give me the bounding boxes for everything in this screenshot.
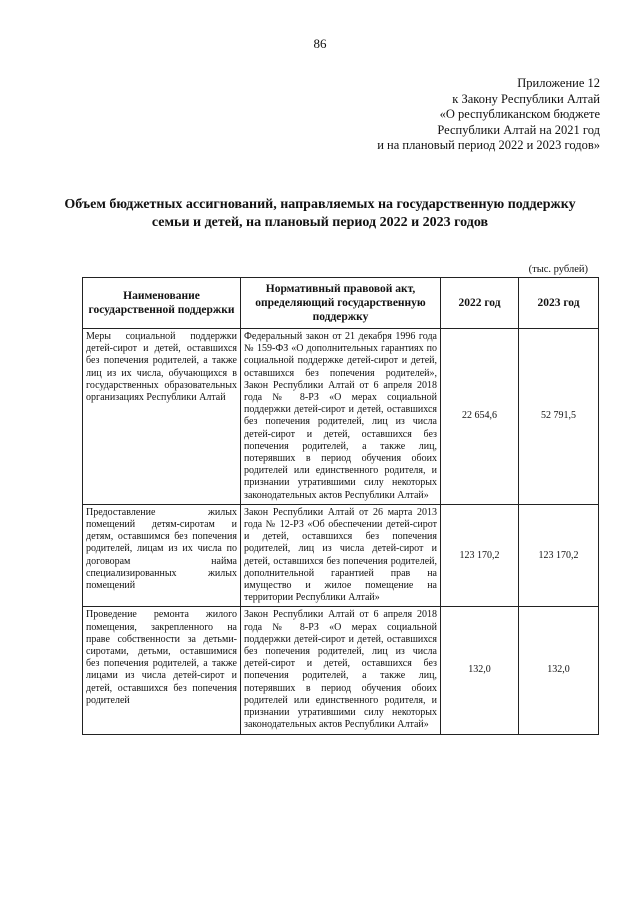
header-legal-act: Нормативный правовой акт, определяющий государственную поддержку	[241, 278, 441, 329]
appendix-header	[377, 76, 600, 154]
table-header-row	[83, 278, 599, 329]
units-label: (тыс. рублей)	[528, 264, 588, 275]
table-row	[83, 607, 599, 734]
appendix-line: «О республиканском бюджете	[439, 107, 600, 121]
support-name-cell: Меры социальной поддержки детей-сирот и детей, оставшихся без попечения родителей, а также лиц из их числа, обучающихся в государственных образовательных организациях Республики Алтай	[83, 329, 241, 505]
amount-2023-cell: 132,0	[519, 607, 599, 734]
appendix-line: к Закону Республики Алтай	[452, 91, 600, 106]
appendix-line: и на плановый период 2022 и 2023 годов»	[377, 138, 600, 152]
amount-2022-cell: 123 170,2	[441, 504, 519, 607]
amount-2022-cell: 132,0	[441, 607, 519, 734]
page-number: 86	[313, 36, 327, 51]
header-support-name: Наименование государственной поддержки	[83, 278, 241, 329]
header-2023: 2023 год	[519, 278, 599, 329]
table-row	[83, 329, 599, 505]
budget-table	[82, 277, 599, 735]
amount-2023-cell: 123 170,2	[519, 504, 599, 607]
support-name-cell: Проведение ремонта жилого помещения, закрепленного на праве собственности за детьми-сиротами, детьми, оставшимися без попечения родителей, а также лицами из числа детей-сирот и детей, оставшихся без попечения родителей	[83, 607, 241, 734]
document-title: Объем бюджетных ассигнований, направляемых на государственную поддержку семьи и детей, на плановый период 2022 и 2023 годов	[64, 197, 576, 230]
legal-act-cell: Федеральный закон от 21 декабря 1996 года № 159-ФЗ «О дополнительных гарантиях по социальной поддержке детей-сирот и детей, оставшихся без попечения родителей», Закон Республики Алтай от 6 апреля 2018 года № 8-РЗ «О мерах социальной поддержки детей-сирот и детей, оставшихся без попечения родителей, лиц из числа детей-сирот и детей, оставшихся без попечения родителей, а также лиц, потерявших в период обучения обоих родителей или единственного родителя, и признании утратившими силу некоторых законодательных актов Республики Алтай»	[241, 329, 441, 505]
legal-act-cell: Закон Республики Алтай от 6 апреля 2018 года № 8-РЗ «О мерах социальной поддержки детей-сирот и детей, оставшихся без попечения родителей, лиц из числа детей-сирот и детей, оставшихся без попечения родителей, а также лиц, потерявших в период обучения обоих родителей или единственного родителя, и признании утратившими силу некоторых законодательных актов Республики Алтай»	[241, 607, 441, 734]
header-2022: 2022 год	[441, 278, 519, 329]
amount-2023-cell: 52 791,5	[519, 329, 599, 505]
support-name-cell: Предоставление жилых помещений детям-сиротам и детям, оставшимся без попечения родителей, лицам из их числа по договорам найма специализированных жилых помещений	[83, 504, 241, 607]
legal-act-cell: Закон Республики Алтай от 26 марта 2013 года № 12-РЗ «Об обеспечении детей-сирот и детей, оставшихся без попечения родителей, лиц из числа детей-сирот и детей, оставшихся без попечения родителей, дополнительной гарантией прав на имущество и жилое помещение на территории Республики Алтай»	[241, 504, 441, 607]
appendix-line: Республики Алтай на 2021 год	[437, 122, 600, 137]
amount-2022-cell: 22 654,6	[441, 329, 519, 505]
table-row	[83, 504, 599, 607]
appendix-line: Приложение 12	[517, 76, 600, 90]
